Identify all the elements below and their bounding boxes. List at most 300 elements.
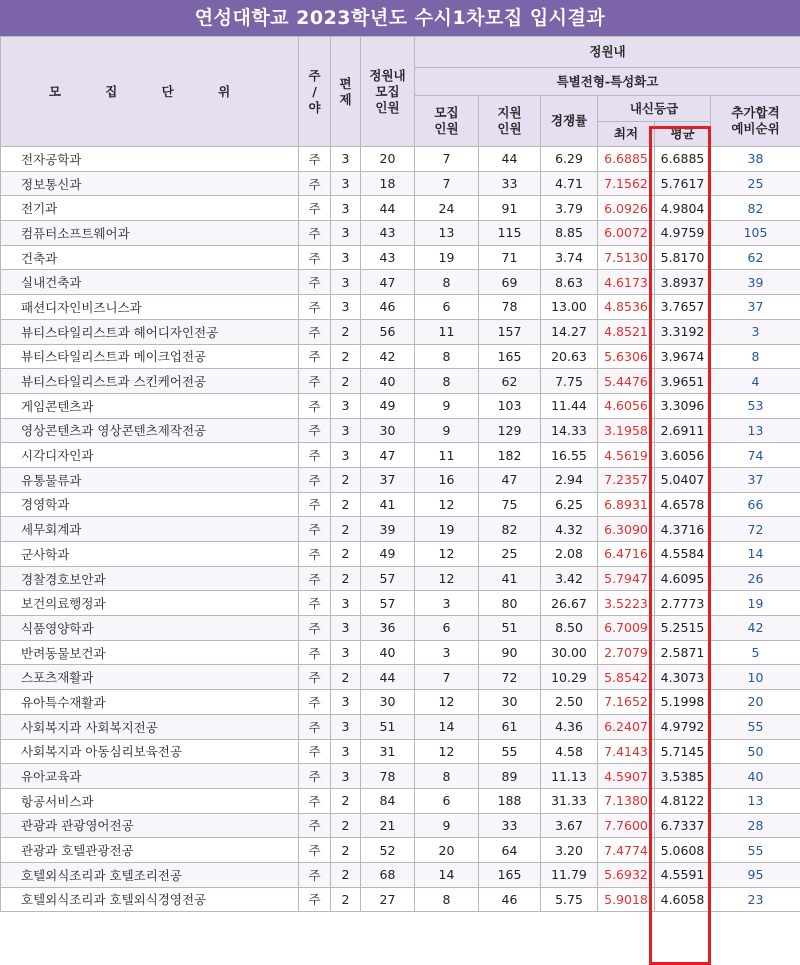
cell-app: 61 — [479, 714, 541, 739]
cell-app: 25 — [479, 542, 541, 567]
cell-avg: 3.7657 — [655, 295, 711, 320]
cell-yr: 3 — [331, 295, 361, 320]
table-header — [1, 37, 800, 147]
cell-quota: 57 — [361, 566, 415, 591]
cell-rec: 8 — [415, 764, 479, 789]
cell-name: 반려동물보건과 — [1, 640, 299, 665]
cell-name: 뷰티스타일리스트과 헤어디자인전공 — [1, 319, 299, 344]
cell-ratio: 4.58 — [541, 739, 598, 764]
header-min: 최저 — [598, 122, 655, 147]
cell-name: 관광과 관광영어전공 — [1, 813, 299, 838]
table-row — [1, 467, 800, 492]
cell-name: 관광과 호텔관광전공 — [1, 838, 299, 863]
cell-app: 103 — [479, 393, 541, 418]
cell-yr: 2 — [331, 467, 361, 492]
cell-yr: 3 — [331, 147, 361, 172]
cell-name: 영상콘텐츠과 영상콘텐츠제작전공 — [1, 418, 299, 443]
cell-name: 패션디자인비즈니스과 — [1, 295, 299, 320]
table-row — [1, 270, 800, 295]
cell-dn: 주 — [299, 665, 331, 690]
cell-name: 전기과 — [1, 196, 299, 221]
cell-name: 세무회계과 — [1, 517, 299, 542]
cell-yr: 2 — [331, 788, 361, 813]
cell-min: 6.3090 — [598, 517, 655, 542]
cell-avg: 3.6056 — [655, 443, 711, 468]
cell-wait: 42 — [711, 616, 800, 641]
cell-rec: 9 — [415, 418, 479, 443]
header-years — [331, 37, 361, 147]
cell-quota: 49 — [361, 542, 415, 567]
cell-ratio: 26.67 — [541, 591, 598, 616]
cell-wait: 5 — [711, 640, 800, 665]
cell-yr: 3 — [331, 221, 361, 246]
cell-wait: 8 — [711, 344, 800, 369]
cell-ratio: 16.55 — [541, 443, 598, 468]
cell-quota: 42 — [361, 344, 415, 369]
cell-min: 7.1652 — [598, 690, 655, 715]
cell-min: 6.8931 — [598, 492, 655, 517]
table-row — [1, 813, 800, 838]
table-row — [1, 739, 800, 764]
cell-wait: 25 — [711, 171, 800, 196]
cell-ratio: 4.36 — [541, 714, 598, 739]
cell-rec: 6 — [415, 295, 479, 320]
cell-yr: 2 — [331, 492, 361, 517]
cell-yr: 3 — [331, 443, 361, 468]
cell-yr: 2 — [331, 665, 361, 690]
cell-min: 6.2407 — [598, 714, 655, 739]
table-row — [1, 196, 800, 221]
cell-app: 129 — [479, 418, 541, 443]
cell-avg: 5.2515 — [655, 616, 711, 641]
header-grade: 내신등급 — [598, 96, 711, 122]
table-row — [1, 171, 800, 196]
table-row — [1, 616, 800, 641]
cell-dn: 주 — [299, 813, 331, 838]
cell-yr: 3 — [331, 616, 361, 641]
cell-min: 7.5130 — [598, 245, 655, 270]
cell-quota: 27 — [361, 887, 415, 912]
header-day-night-text: 주 / 야 — [308, 68, 320, 116]
cell-quota: 30 — [361, 690, 415, 715]
cell-ratio: 5.75 — [541, 887, 598, 912]
cell-ratio: 14.33 — [541, 418, 598, 443]
cell-app: 51 — [479, 616, 541, 641]
cell-min: 4.6056 — [598, 393, 655, 418]
cell-ratio: 2.94 — [541, 467, 598, 492]
table-row — [1, 542, 800, 567]
cell-quota: 84 — [361, 788, 415, 813]
table-row — [1, 838, 800, 863]
cell-avg: 5.7145 — [655, 739, 711, 764]
cell-yr: 2 — [331, 542, 361, 567]
table-row — [1, 714, 800, 739]
cell-app: 90 — [479, 640, 541, 665]
cell-dn: 주 — [299, 838, 331, 863]
cell-dn: 주 — [299, 196, 331, 221]
cell-dn: 주 — [299, 739, 331, 764]
cell-dn: 주 — [299, 492, 331, 517]
cell-app: 55 — [479, 739, 541, 764]
cell-avg: 4.8122 — [655, 788, 711, 813]
cell-wait: 13 — [711, 418, 800, 443]
cell-app: 188 — [479, 788, 541, 813]
cell-dn: 주 — [299, 887, 331, 912]
header-recruit — [415, 96, 479, 147]
cell-rec: 19 — [415, 517, 479, 542]
cell-rec: 6 — [415, 788, 479, 813]
page-title: 연성대학교 2023학년도 수시1차모집 입시결과 — [0, 0, 800, 36]
cell-name: 항공서비스과 — [1, 788, 299, 813]
cell-yr: 3 — [331, 764, 361, 789]
cell-min: 7.4143 — [598, 739, 655, 764]
cell-ratio: 14.27 — [541, 319, 598, 344]
cell-ratio: 20.63 — [541, 344, 598, 369]
cell-app: 165 — [479, 344, 541, 369]
cell-avg: 5.8170 — [655, 245, 711, 270]
cell-app: 72 — [479, 665, 541, 690]
cell-rec: 7 — [415, 147, 479, 172]
cell-rec: 20 — [415, 838, 479, 863]
cell-name: 시각디자인과 — [1, 443, 299, 468]
cell-yr: 3 — [331, 591, 361, 616]
cell-yr: 2 — [331, 813, 361, 838]
cell-dn: 주 — [299, 714, 331, 739]
cell-yr: 2 — [331, 887, 361, 912]
cell-ratio: 7.75 — [541, 369, 598, 394]
header-recruit-text: 모집 인원 — [434, 105, 458, 137]
cell-dn: 주 — [299, 443, 331, 468]
cell-quota: 39 — [361, 517, 415, 542]
cell-name: 사회복지과 아동심리보육전공 — [1, 739, 299, 764]
cell-ratio: 2.50 — [541, 690, 598, 715]
cell-ratio: 11.79 — [541, 862, 598, 887]
cell-quota: 47 — [361, 443, 415, 468]
cell-wait: 3 — [711, 319, 800, 344]
cell-dn: 주 — [299, 690, 331, 715]
cell-dn: 주 — [299, 245, 331, 270]
table-row — [1, 665, 800, 690]
cell-rec: 7 — [415, 665, 479, 690]
cell-dn: 주 — [299, 566, 331, 591]
cell-min: 5.8542 — [598, 665, 655, 690]
cell-name: 게임콘텐츠과 — [1, 393, 299, 418]
cell-quota: 56 — [361, 319, 415, 344]
cell-min: 6.4716 — [598, 542, 655, 567]
cell-ratio: 10.29 — [541, 665, 598, 690]
cell-avg: 3.8937 — [655, 270, 711, 295]
cell-dn: 주 — [299, 344, 331, 369]
header-quota — [361, 37, 415, 147]
cell-yr: 2 — [331, 838, 361, 863]
cell-avg: 3.9651 — [655, 369, 711, 394]
cell-app: 44 — [479, 147, 541, 172]
cell-app: 41 — [479, 566, 541, 591]
table-row — [1, 566, 800, 591]
cell-name: 경찰경호보안과 — [1, 566, 299, 591]
cell-min: 6.6885 — [598, 147, 655, 172]
table-row — [1, 369, 800, 394]
cell-min: 7.1562 — [598, 171, 655, 196]
cell-name: 전자공학과 — [1, 147, 299, 172]
cell-wait: 50 — [711, 739, 800, 764]
cell-rec: 8 — [415, 344, 479, 369]
cell-ratio: 11.13 — [541, 764, 598, 789]
cell-yr: 3 — [331, 739, 361, 764]
cell-wait: 38 — [711, 147, 800, 172]
cell-wait: 23 — [711, 887, 800, 912]
cell-app: 69 — [479, 270, 541, 295]
cell-rec: 9 — [415, 393, 479, 418]
cell-avg: 4.5584 — [655, 542, 711, 567]
cell-dn: 주 — [299, 764, 331, 789]
cell-app: 62 — [479, 369, 541, 394]
header-track: 특별전형-특성화고 — [415, 68, 800, 96]
cell-dn: 주 — [299, 270, 331, 295]
cell-wait: 55 — [711, 714, 800, 739]
cell-avg: 3.3192 — [655, 319, 711, 344]
cell-avg: 4.9804 — [655, 196, 711, 221]
table-row — [1, 221, 800, 246]
cell-yr: 3 — [331, 270, 361, 295]
cell-app: 157 — [479, 319, 541, 344]
cell-min: 4.8536 — [598, 295, 655, 320]
table-row — [1, 295, 800, 320]
cell-app: 30 — [479, 690, 541, 715]
admission-results-table — [0, 36, 800, 912]
cell-min: 3.5223 — [598, 591, 655, 616]
cell-rec: 14 — [415, 714, 479, 739]
cell-quota: 52 — [361, 838, 415, 863]
cell-ratio: 30.00 — [541, 640, 598, 665]
cell-avg: 4.3716 — [655, 517, 711, 542]
cell-avg: 5.0407 — [655, 467, 711, 492]
header-applicants — [479, 96, 541, 147]
cell-quota: 36 — [361, 616, 415, 641]
cell-avg: 4.3073 — [655, 665, 711, 690]
cell-wait: 66 — [711, 492, 800, 517]
cell-name: 유아특수재활과 — [1, 690, 299, 715]
table-row — [1, 245, 800, 270]
header-ratio: 경쟁률 — [541, 96, 598, 147]
cell-wait: 74 — [711, 443, 800, 468]
cell-wait: 40 — [711, 764, 800, 789]
cell-rec: 9 — [415, 813, 479, 838]
cell-rec: 12 — [415, 542, 479, 567]
cell-quota: 47 — [361, 270, 415, 295]
table-row — [1, 640, 800, 665]
cell-dn: 주 — [299, 319, 331, 344]
cell-quota: 37 — [361, 467, 415, 492]
header-unit: 모 집 단 위 — [1, 37, 299, 147]
cell-app: 78 — [479, 295, 541, 320]
cell-ratio: 3.20 — [541, 838, 598, 863]
cell-avg: 5.0608 — [655, 838, 711, 863]
cell-min: 4.5907 — [598, 764, 655, 789]
cell-avg: 2.6911 — [655, 418, 711, 443]
cell-ratio: 4.32 — [541, 517, 598, 542]
cell-avg: 5.1998 — [655, 690, 711, 715]
cell-name: 보건의료행정과 — [1, 591, 299, 616]
cell-ratio: 3.67 — [541, 813, 598, 838]
cell-ratio: 4.71 — [541, 171, 598, 196]
cell-rec: 8 — [415, 887, 479, 912]
cell-app: 64 — [479, 838, 541, 863]
cell-wait: 10 — [711, 665, 800, 690]
cell-ratio: 8.50 — [541, 616, 598, 641]
cell-yr: 2 — [331, 862, 361, 887]
cell-min: 4.8521 — [598, 319, 655, 344]
table-row — [1, 887, 800, 912]
table-row — [1, 764, 800, 789]
cell-name: 식품영양학과 — [1, 616, 299, 641]
cell-avg: 3.9674 — [655, 344, 711, 369]
cell-quota: 44 — [361, 196, 415, 221]
cell-wait: 39 — [711, 270, 800, 295]
cell-ratio: 3.42 — [541, 566, 598, 591]
table-row — [1, 591, 800, 616]
cell-min: 7.4774 — [598, 838, 655, 863]
cell-rec: 14 — [415, 862, 479, 887]
header-applicants-text: 지원 인원 — [497, 105, 521, 137]
cell-avg: 4.6095 — [655, 566, 711, 591]
cell-name: 정보통신과 — [1, 171, 299, 196]
cell-app: 165 — [479, 862, 541, 887]
cell-app: 46 — [479, 887, 541, 912]
cell-yr: 2 — [331, 369, 361, 394]
cell-quota: 40 — [361, 369, 415, 394]
cell-quota: 21 — [361, 813, 415, 838]
cell-avg: 4.6578 — [655, 492, 711, 517]
cell-ratio: 6.29 — [541, 147, 598, 172]
cell-quota: 44 — [361, 665, 415, 690]
cell-name: 경영학과 — [1, 492, 299, 517]
cell-min: 7.2357 — [598, 467, 655, 492]
cell-wait: 55 — [711, 838, 800, 863]
cell-yr: 2 — [331, 566, 361, 591]
cell-wait: 13 — [711, 788, 800, 813]
cell-rec: 12 — [415, 566, 479, 591]
cell-app: 33 — [479, 813, 541, 838]
cell-dn: 주 — [299, 171, 331, 196]
table-row — [1, 788, 800, 813]
cell-rec: 24 — [415, 196, 479, 221]
cell-wait: 14 — [711, 542, 800, 567]
cell-app: 33 — [479, 171, 541, 196]
cell-wait: 28 — [711, 813, 800, 838]
cell-quota: 57 — [361, 591, 415, 616]
cell-rec: 11 — [415, 319, 479, 344]
cell-dn: 주 — [299, 517, 331, 542]
cell-app: 80 — [479, 591, 541, 616]
cell-rec: 11 — [415, 443, 479, 468]
cell-dn: 주 — [299, 295, 331, 320]
cell-min: 5.6932 — [598, 862, 655, 887]
cell-app: 182 — [479, 443, 541, 468]
cell-min: 2.7079 — [598, 640, 655, 665]
table-row — [1, 418, 800, 443]
cell-quota: 49 — [361, 393, 415, 418]
cell-yr: 2 — [331, 517, 361, 542]
cell-min: 5.7947 — [598, 566, 655, 591]
cell-rec: 8 — [415, 270, 479, 295]
cell-app: 47 — [479, 467, 541, 492]
cell-dn: 주 — [299, 369, 331, 394]
cell-yr: 3 — [331, 393, 361, 418]
table-row — [1, 517, 800, 542]
cell-min: 6.0926 — [598, 196, 655, 221]
cell-ratio: 2.08 — [541, 542, 598, 567]
header-years-text: 편 제 — [339, 76, 351, 108]
cell-wait: 19 — [711, 591, 800, 616]
cell-quota: 51 — [361, 714, 415, 739]
cell-dn: 주 — [299, 467, 331, 492]
cell-rec: 12 — [415, 690, 479, 715]
cell-app: 89 — [479, 764, 541, 789]
cell-min: 4.6173 — [598, 270, 655, 295]
cell-name: 호텔외식조리과 호텔외식경영전공 — [1, 887, 299, 912]
cell-wait: 37 — [711, 295, 800, 320]
cell-quota: 78 — [361, 764, 415, 789]
cell-quota: 18 — [361, 171, 415, 196]
cell-avg: 4.5591 — [655, 862, 711, 887]
cell-dn: 주 — [299, 862, 331, 887]
cell-min: 4.5619 — [598, 443, 655, 468]
cell-wait: 95 — [711, 862, 800, 887]
cell-min: 5.9018 — [598, 887, 655, 912]
cell-name: 군사학과 — [1, 542, 299, 567]
cell-dn: 주 — [299, 591, 331, 616]
table-row — [1, 443, 800, 468]
cell-avg: 5.7617 — [655, 171, 711, 196]
cell-min: 5.4476 — [598, 369, 655, 394]
cell-name: 실내건축과 — [1, 270, 299, 295]
cell-quota: 20 — [361, 147, 415, 172]
cell-app: 71 — [479, 245, 541, 270]
cell-avg: 4.9792 — [655, 714, 711, 739]
cell-wait: 82 — [711, 196, 800, 221]
cell-yr: 3 — [331, 714, 361, 739]
cell-yr: 3 — [331, 640, 361, 665]
cell-quota: 31 — [361, 739, 415, 764]
cell-wait: 4 — [711, 369, 800, 394]
cell-yr: 3 — [331, 245, 361, 270]
cell-dn: 주 — [299, 147, 331, 172]
cell-ratio: 3.79 — [541, 196, 598, 221]
header-waitlist-text: 추가합격 예비순위 — [731, 105, 779, 137]
cell-yr: 3 — [331, 690, 361, 715]
cell-dn: 주 — [299, 221, 331, 246]
cell-name: 뷰티스타일리스트과 메이크업전공 — [1, 344, 299, 369]
cell-rec: 16 — [415, 467, 479, 492]
cell-wait: 37 — [711, 467, 800, 492]
header-inside: 정원내 — [415, 37, 800, 68]
cell-avg: 3.5385 — [655, 764, 711, 789]
cell-quota: 30 — [361, 418, 415, 443]
cell-avg: 3.3096 — [655, 393, 711, 418]
cell-min: 7.7600 — [598, 813, 655, 838]
cell-ratio: 8.63 — [541, 270, 598, 295]
cell-rec: 12 — [415, 492, 479, 517]
cell-ratio: 13.00 — [541, 295, 598, 320]
cell-avg: 2.5871 — [655, 640, 711, 665]
cell-quota: 43 — [361, 221, 415, 246]
cell-ratio: 3.74 — [541, 245, 598, 270]
cell-dn: 주 — [299, 542, 331, 567]
cell-rec: 7 — [415, 171, 479, 196]
cell-ratio: 8.85 — [541, 221, 598, 246]
cell-name: 유통물류과 — [1, 467, 299, 492]
